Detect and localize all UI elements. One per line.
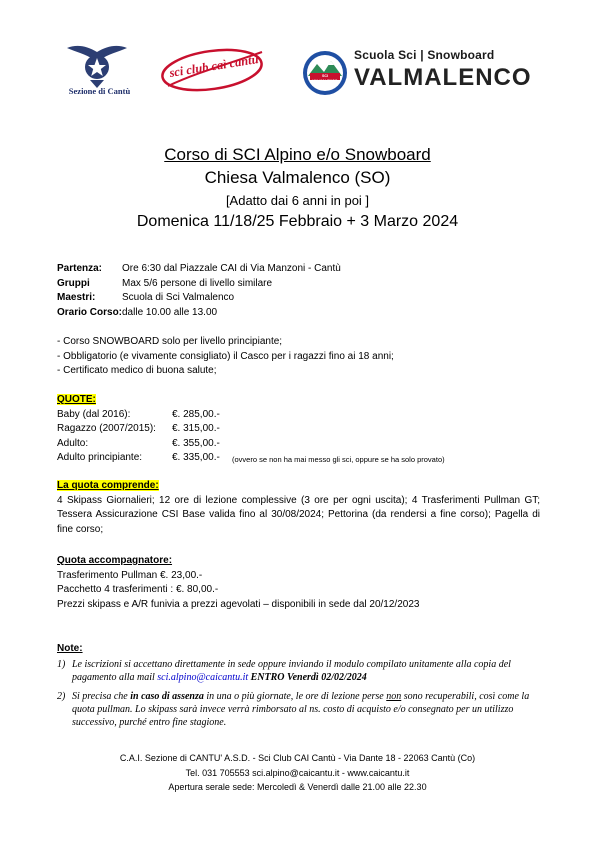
quote-row [57, 408, 445, 423]
note-text [72, 690, 540, 729]
info-value: Ore 6:30 dal Piazzale CAI di Via Manzoni - Cantù [122, 263, 341, 274]
list-item: - Obbligatorio (e vivamente consigliato) il Casco per i ragazzi fino ai 18 anni; [57, 350, 394, 362]
school-tagline: Scuola Sci | Snowboard [354, 48, 495, 62]
footer-contacts: Tel. 031 705553 sci.alpino@caicantu.it - www.caicantu.it [185, 768, 410, 778]
header [0, 0, 595, 120]
info-value: Scuola di Sci Valmalenco [122, 292, 235, 303]
school-name: VALMALENCO [354, 64, 532, 91]
companion-heading: Quota accompagnatore: [57, 555, 173, 566]
course-location: Chiesa Valmalenco (SO) [204, 168, 391, 187]
note-text-part: sono recuperabili, così come la quota pullman. Lo skipass sarà invece verrà rimborsato al ns. costo di acquisto e/o consegnato per un utilizzo successivo, purché entro fine stagione. [72, 691, 530, 728]
info-row [57, 277, 341, 292]
list-item: Prezzi skipass e A/R funivia a prezzi agevolati – disponibili in sede dal 20/12/2023 [57, 598, 420, 610]
list-item: Pacchetto 4 trasferimenti : €. 80,00.- [57, 584, 219, 595]
quote-price: €. 285,00.- [172, 408, 220, 420]
cai-section-label: Sezione di Cantù [68, 86, 131, 96]
note-number: 2) [57, 691, 66, 702]
note-item [57, 658, 540, 684]
info-label: Maestri: [57, 292, 96, 303]
info-value: dalle 10.00 alle 13.00 [122, 306, 218, 318]
includes-section [57, 479, 540, 537]
note-emphasis: in caso di assenza [130, 691, 204, 702]
requirements-list [57, 335, 394, 379]
notes-section [57, 642, 540, 729]
sciclub-logo [158, 42, 266, 96]
quote-label: Ragazzo (2007/2015): [57, 423, 156, 434]
course-age: [Adatto dai 6 anni in poi ] [225, 193, 370, 208]
companion-section [57, 554, 419, 612]
sciclub-text: sci club caì cantù [168, 52, 260, 80]
quote-row [57, 437, 445, 452]
note-text-part: Si precisa che [72, 691, 131, 702]
note-number: 1) [57, 659, 66, 670]
course-dates: Domenica 11/18/25 Febbraio + 3 Marzo 2024 [136, 213, 459, 230]
info-label: Partenza: [57, 263, 103, 274]
quote-row [57, 422, 445, 437]
footer-hours: Apertura serale sede: Mercoledì & Venerdì dalle 21.00 alle 22.30 [168, 782, 427, 792]
list-item: - Corso SNOWBOARD solo per livello principiante; [57, 336, 283, 347]
footer-address: C.A.I. Sezione di CANTU' A.S.D. - Sci Club CAI Cantù - Via Dante 18 - 22063 Cantù (Co) [119, 753, 476, 763]
school-badge-text: SCI VALMALENCO [312, 74, 338, 83]
quote-label: Baby (dal 2016): [57, 408, 131, 420]
quote-section [57, 393, 445, 468]
quote-price: €. 355,00.- [172, 437, 220, 449]
info-value: Max 5/6 persone di livello similare [122, 277, 273, 289]
info-row [57, 262, 341, 277]
list-item: Trasferimento Pullman €. 23,00.- [57, 569, 203, 581]
quote-price: €. 315,00.- [172, 423, 220, 434]
includes-text: 4 Skipass Giornalieri; 12 ore di lezione complessive (3 ore per ogni uscita); 4 Trasferimenti Pullman GT; Tessera Assicurazione CSI Base valida fino al 30/08/2024; Pettorina (da rendersi a fine corso); Pagella di fine corso; [57, 494, 540, 535]
cai-logo [62, 34, 132, 90]
quote-row [57, 451, 445, 468]
quote-label: Adulto principiante: [57, 452, 143, 463]
list-item: - Certificato medico di buona salute; [57, 365, 217, 376]
note-emphasis: non [386, 691, 402, 702]
note-deadline: ENTRO Venerdì 02/02/2024 [248, 672, 367, 683]
notes-heading: Note: [57, 643, 83, 654]
info-label: Gruppi [57, 277, 90, 289]
course-title: Corso di SCI Alpino e/o Snowboard [164, 145, 431, 164]
quote-note: (ovvero se non ha mai messo gli sci, oppure se ha solo provato) [232, 455, 445, 464]
info-label: Orario Corso: [57, 306, 123, 318]
quote-label: Adulto: [57, 437, 89, 449]
includes-heading: La quota comprende: [57, 480, 159, 491]
school-badge-icon [302, 50, 348, 96]
info-row [57, 291, 341, 306]
note-text [72, 658, 540, 684]
note-text-part: in una o più giornate, le ore di lezione perse [203, 691, 387, 702]
quote-heading: QUOTE: [57, 394, 96, 405]
email-link[interactable]: sci.alpino@caicantu.it [157, 672, 249, 683]
note-text-part: Le iscrizioni si accettano direttamente in sede oppure inviando il modulo compilato unitamente alla copia del pagamento alla mail [72, 659, 511, 683]
info-row [57, 306, 341, 321]
quote-price: €. 335,00.- [172, 452, 220, 463]
info-table [57, 262, 341, 320]
note-item [57, 690, 540, 729]
